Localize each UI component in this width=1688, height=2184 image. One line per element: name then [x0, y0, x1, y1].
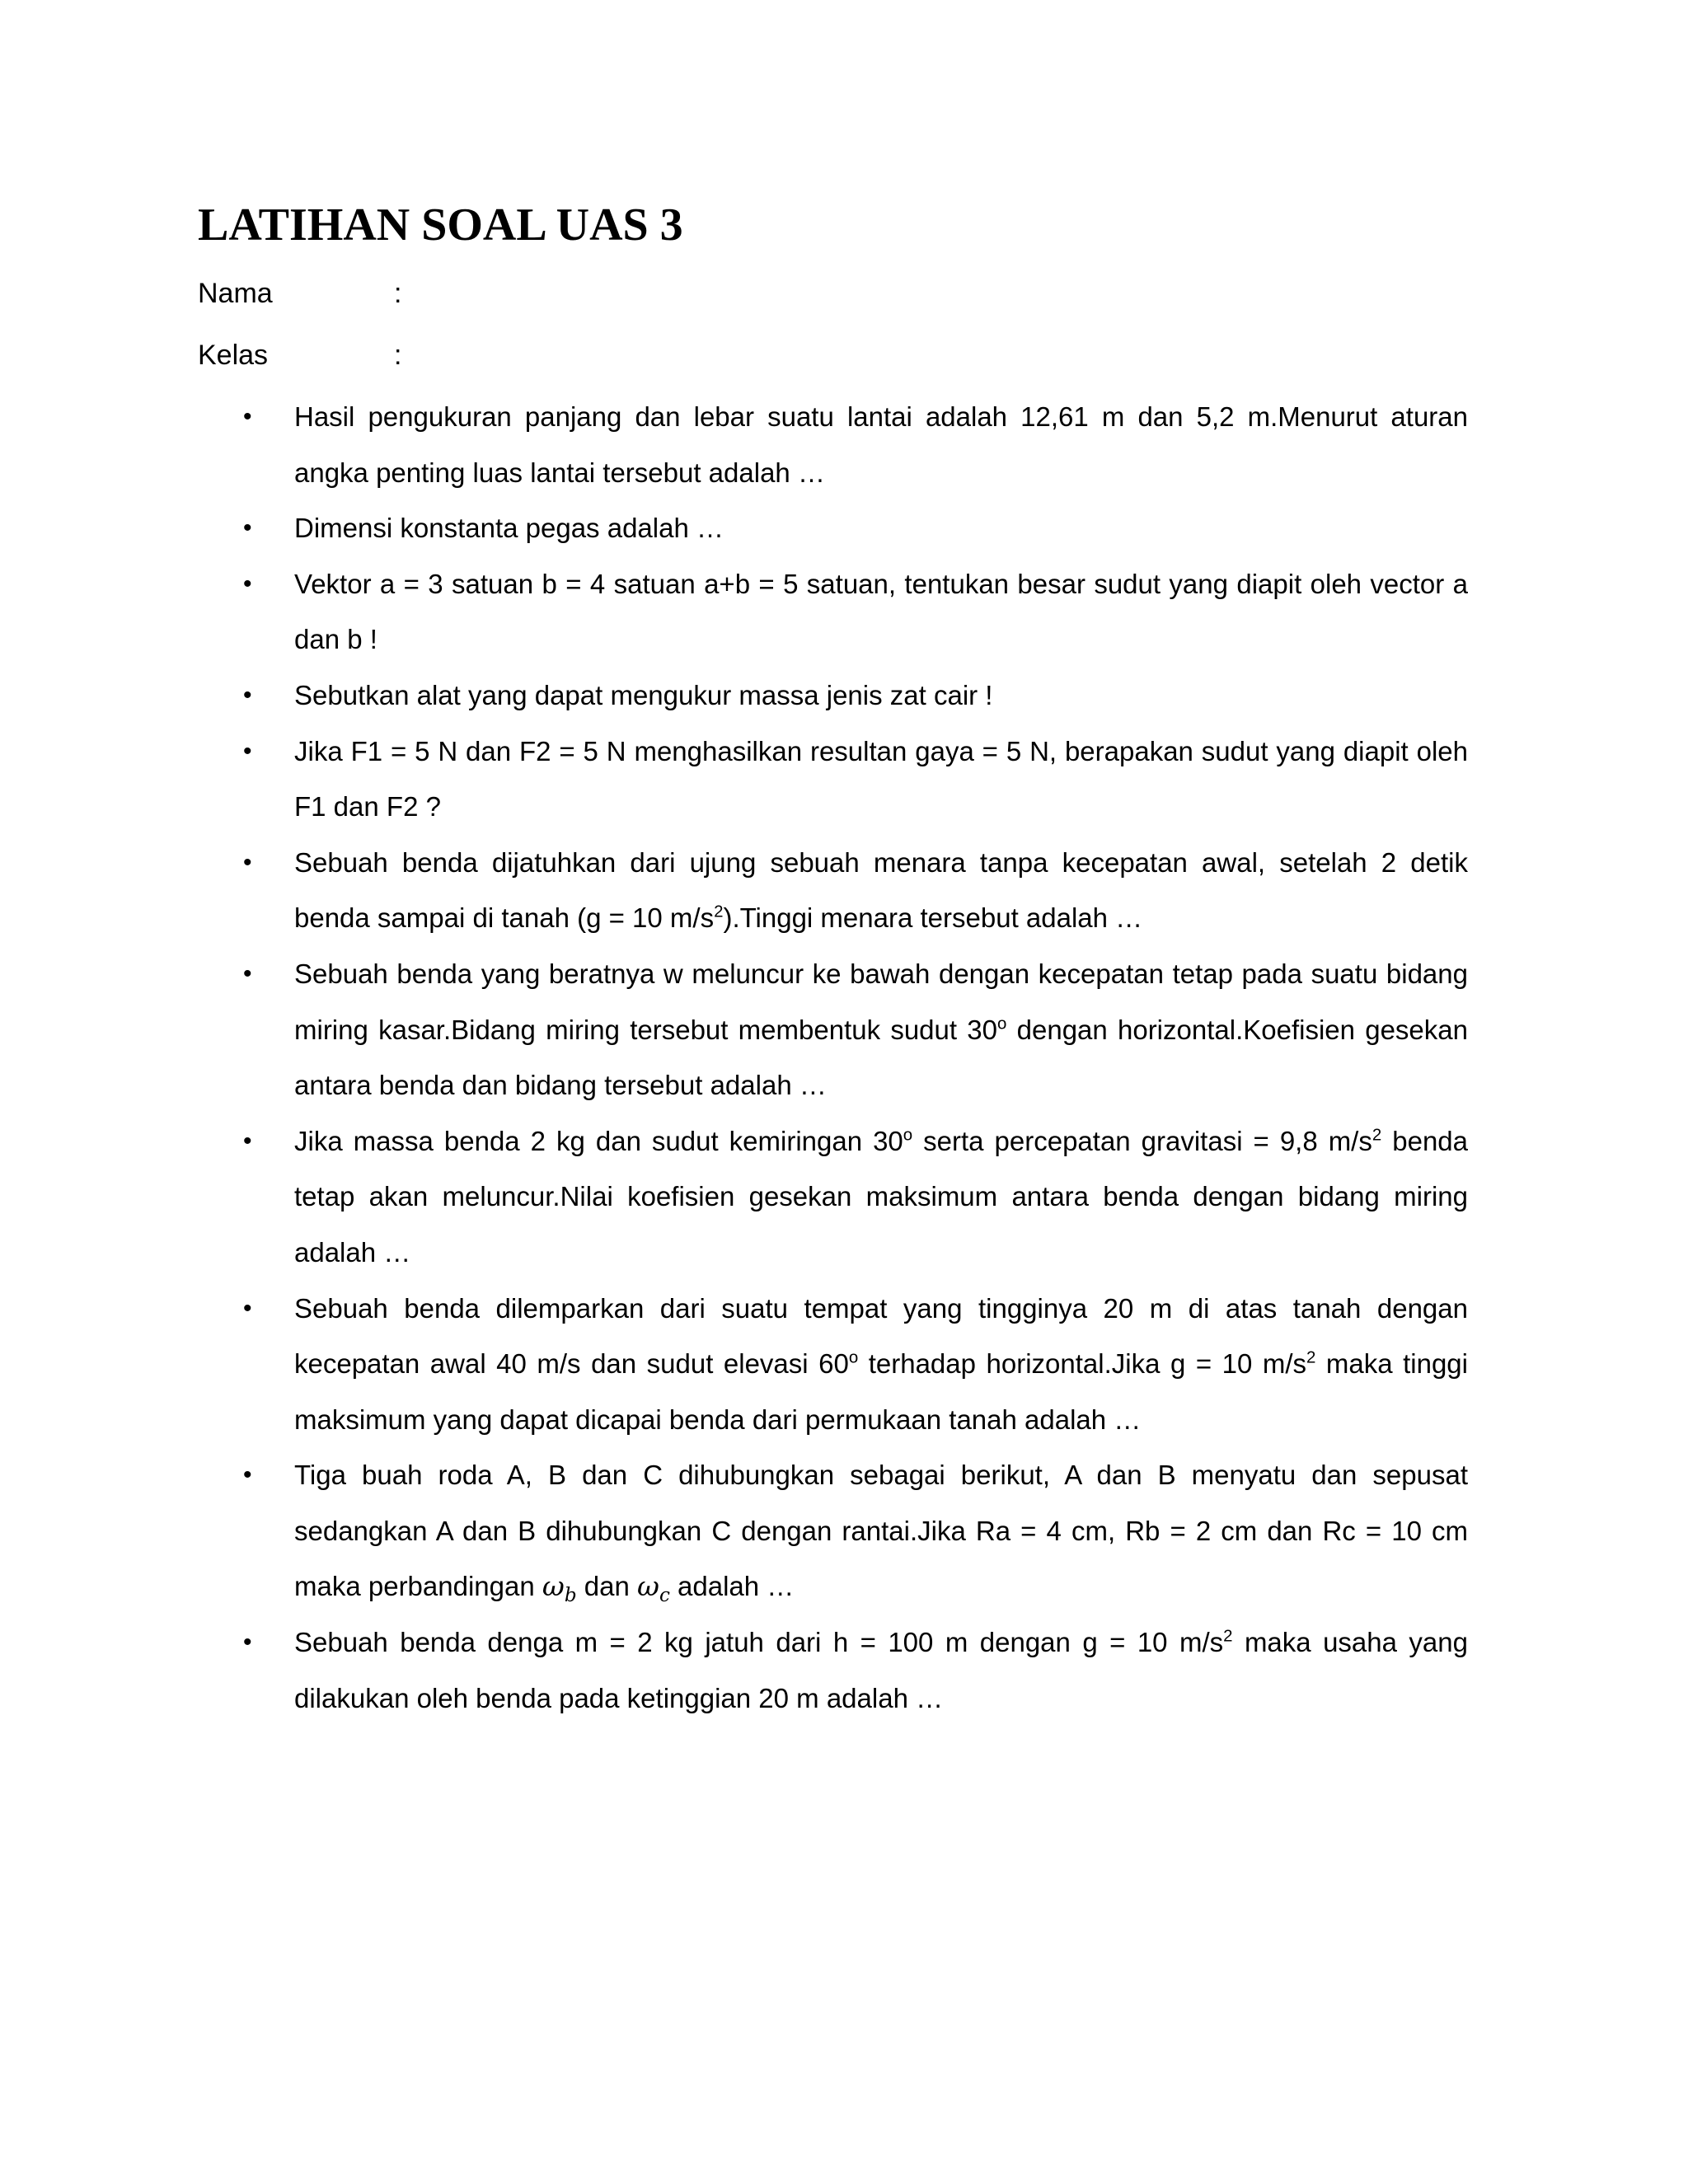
question-text-part: Sebuah benda denga m = 2 kg jatuh dari h = 100 m dengan g = 10 m/s [294, 1627, 1224, 1658]
bullet-icon: • [243, 959, 252, 987]
omega-symbol: ω [637, 1570, 659, 1603]
question-text-part: terhadap horizontal.Jika g = 10 m/s [858, 1348, 1306, 1380]
subscript: c [659, 1585, 670, 1607]
question-text: Sebutkan alat yang dapat mengukur massa jenis zat cair ! [294, 679, 993, 710]
question-item-1 [243, 389, 1468, 500]
question-text: Dimensi konstanta pegas adalah … [294, 513, 724, 544]
question-text-part: adalah … [669, 1571, 795, 1602]
question-item-9 [243, 1281, 1468, 1448]
question-text-part: dengan horizontal.Koefisien gesekan antara benda dan bidang tersebut adalah … [294, 1014, 1468, 1101]
superscript: 2 [1372, 1125, 1382, 1145]
bullet-icon: • [243, 737, 252, 765]
degree-superscript: o [903, 1125, 913, 1145]
question-item-7 [243, 946, 1468, 1113]
question-list [243, 389, 1469, 1726]
question-item-5 [243, 724, 1468, 835]
bullet-icon: • [243, 1294, 252, 1322]
bullet-icon: • [243, 1629, 252, 1657]
question-item-11 [243, 1615, 1468, 1726]
question-text-part: maka usaha yang dilakukan oleh benda pada ketinggian 20 m adalah … [294, 1627, 1468, 1713]
field-nama-separator: : [394, 278, 402, 309]
superscript: 2 [1306, 1347, 1316, 1367]
question-text-part: maka tinggi maksimum yang dapat dicapai benda dari permukaan tanah adalah … [294, 1348, 1468, 1435]
question-text-part: serta percepatan gravitasi = 9,8 m/s [912, 1125, 1372, 1156]
question-text-part: Sebuah benda dijatuhkan dari ujung sebuah menara tanpa kecepatan awal, setelah 2 detik benda sampai di tanah (g = 10 m/s [294, 846, 1468, 934]
field-nama-label: Nama [198, 278, 273, 309]
bullet-icon: • [243, 403, 252, 430]
bullet-icon: • [243, 848, 252, 876]
superscript: 2 [1223, 1626, 1233, 1646]
bullet-icon: • [243, 569, 252, 598]
omega-symbol: ω [542, 1570, 565, 1603]
question-item-2 [243, 500, 1468, 556]
question-item-8 [243, 1113, 1469, 1281]
question-text-part: dan [576, 1571, 638, 1602]
bullet-icon: • [243, 681, 252, 709]
superscript: 2 [714, 902, 724, 921]
question-text-part: ).Tinggi menara tersebut adalah … [723, 902, 1143, 934]
question-text-part: Sebuah benda dilemparkan dari suatu tempat yang tingginya 20 m di atas tanah dengan kecepatan awal 40 m/s dan sudut elevasi 60 [294, 1292, 1468, 1380]
document-title: LATIHAN SOAL UAS 3 [198, 199, 683, 251]
question-item-4 [243, 668, 1468, 724]
question-item-10 [243, 1447, 1468, 1615]
question-text: Hasil pengukuran panjang dan lebar suatu lantai adalah 12,61 m dan 5,2 m.Menurut aturan angka penting luas lantai tersebut adalah … [294, 401, 1468, 488]
question-text: Vektor a = 3 satuan b = 4 satuan a+b = 5 satuan, tentukan besar sudut yang diapit oleh vector a dan b ! [294, 568, 1468, 655]
omega-c-symbol [637, 1570, 670, 1607]
field-kelas-separator: : [394, 340, 402, 371]
question-text: Jika F1 = 5 N dan F2 = 5 N menghasilkan resultan gaya = 5 N, berapakan sudut yang diapit oleh F1 dan F2 ? [294, 735, 1468, 823]
bullet-icon: • [243, 1127, 252, 1155]
bullet-icon: • [243, 1461, 252, 1489]
question-item-6 [243, 835, 1468, 946]
question-text-part: Tiga buah roda A, B dan C dihubungkan sebagai berikut, A dan B menyatu dan sepusat sedangkan A dan B dihubungkan C dengan rantai.Jika Ra = 4 cm, Rb = 2 cm dan Rc = 10 cm maka perbandingan [294, 1460, 1468, 1602]
question-item-3 [243, 556, 1468, 668]
question-text-part: benda tetap akan meluncur.Nilai koefisien gesekan maksimum antara benda dengan bidang miring adalah … [294, 1125, 1469, 1268]
field-kelas [198, 337, 401, 373]
field-nama [198, 275, 401, 312]
degree-superscript: o [848, 1347, 859, 1367]
subscript: b [564, 1585, 577, 1607]
question-text-part: Sebuah benda yang beratnya w meluncur ke bawah dengan kecepatan tetap pada suatu bidang miring kasar.Bidang miring tersebut membentuk sudut 30 [294, 958, 1468, 1045]
degree-superscript: o [997, 1013, 1007, 1033]
omega-b-symbol [542, 1570, 577, 1607]
bullet-icon: • [243, 514, 252, 542]
field-kelas-label: Kelas [198, 340, 269, 371]
question-text-part: Jika massa benda 2 kg dan sudut kemiringan 30 [294, 1125, 903, 1156]
